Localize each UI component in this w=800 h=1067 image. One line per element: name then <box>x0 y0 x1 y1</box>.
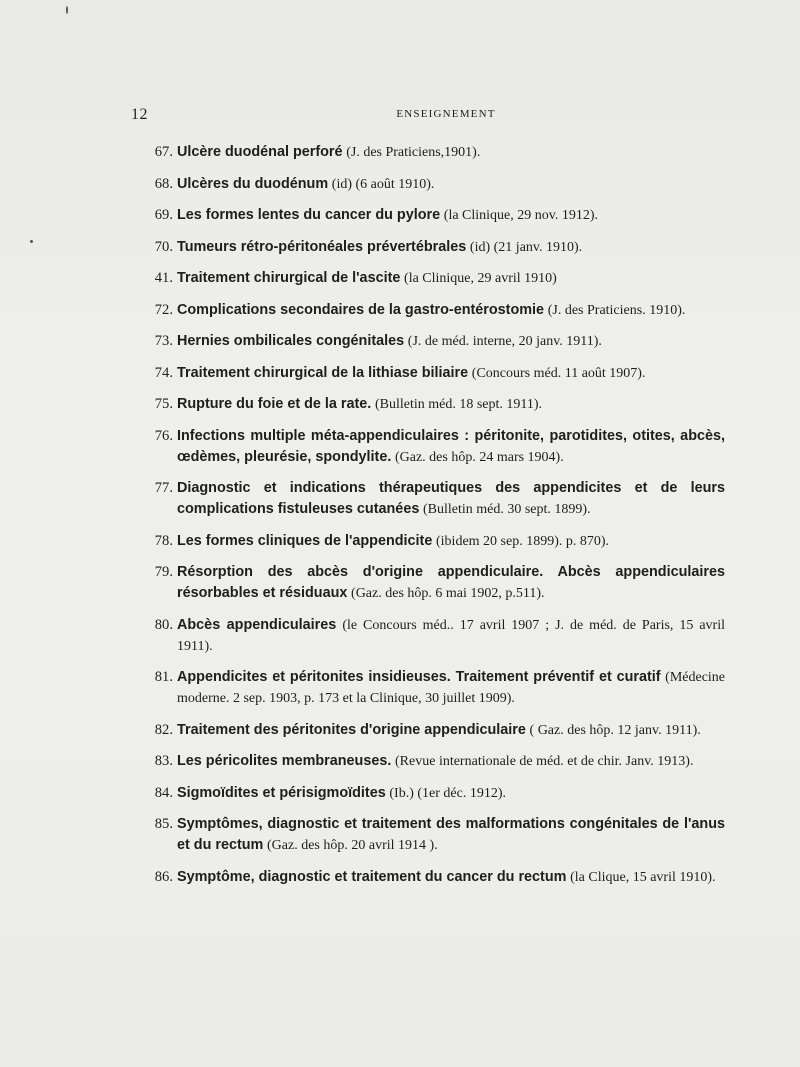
scan-speck <box>30 240 33 243</box>
entry-body <box>177 867 725 888</box>
running-head: ENSEIGNEMENT <box>396 108 496 120</box>
bibliography-list <box>131 142 725 898</box>
entry-title: Complications secondaires de la gastro-entérostomie <box>177 301 545 318</box>
entry-body <box>177 205 725 226</box>
entry-reference: (Ib.) (1er déc. 1912). <box>389 785 506 801</box>
list-item <box>131 237 725 258</box>
entry-body <box>177 268 725 289</box>
entry-body <box>177 331 725 352</box>
entry-number: 76. <box>154 427 173 444</box>
entry-number: 78. <box>154 532 173 549</box>
list-item <box>131 394 725 415</box>
entry-title: Symptômes, diagnostic et traitement des malformations congénitales de l'anus et du rectum <box>177 816 725 853</box>
entry-reference: (Gaz. des hôp. 24 mars 1904). <box>394 449 564 465</box>
entry-reference: (J. des Praticiens,1901). <box>346 145 481 160</box>
list-item <box>131 667 725 709</box>
entry-number: 77. <box>154 480 173 496</box>
entry-title: Traitement des péritonites d'origine appendiculaire <box>177 721 526 738</box>
list-item <box>131 814 725 856</box>
entry-body <box>177 174 725 195</box>
entry-body <box>177 363 725 384</box>
entry-number: 68. <box>154 175 173 192</box>
entry-body <box>177 531 725 552</box>
list-item <box>131 478 725 520</box>
list-item <box>131 174 725 195</box>
list-item <box>131 783 725 804</box>
entry-body <box>177 783 725 804</box>
entry-title: Ulcère duodénal perforé <box>177 144 343 160</box>
list-item <box>131 751 725 772</box>
list-item <box>131 300 725 321</box>
entry-title: Hernies ombilicales congénitales <box>177 333 405 349</box>
entry-reference: (ibidem 20 sep. 1899). p. 870). <box>436 533 610 549</box>
entry-reference: (Gaz. des hôp. 6 mai 1902, p.511). <box>351 586 545 601</box>
entry-title: Diagnostic et indications thérapeutiques des appendicites et de leurs complications fistuleuses cutanées <box>177 480 725 517</box>
page-number: 12 <box>131 106 148 123</box>
entry-reference: (J. de méd. interne, 20 janv. 1911). <box>407 334 602 349</box>
entry-title: Rupture du foie et de la rate. <box>177 396 372 412</box>
entry-reference: (Bulletin méd. 18 sept. 1911). <box>374 397 543 412</box>
entry-title: Symptôme, diagnostic et traitement du cancer du rectum <box>177 868 567 885</box>
entry-body <box>177 394 725 415</box>
entry-body <box>177 615 725 657</box>
entry-title: Les formes lentes du cancer du pylore <box>177 207 441 223</box>
entry-title: Résorption des abcès d'origine appendiculaire. Abcès appendiculaires résorbables et résiduaux <box>177 564 725 601</box>
list-item <box>131 562 725 604</box>
entry-reference: (Concours méd. 11 août 1907). <box>471 365 646 381</box>
list-item <box>131 615 725 657</box>
entry-number: 83. <box>154 753 173 769</box>
list-item <box>131 205 725 226</box>
list-item <box>131 363 725 384</box>
entry-title: Les formes cliniques de l'appendicite <box>177 532 433 549</box>
entry-reference: (id) (21 janv. 1910). <box>469 239 583 255</box>
list-item <box>131 142 725 163</box>
entry-number: 75. <box>154 396 173 412</box>
scan-speck <box>66 6 68 14</box>
entry-number: 73. <box>154 333 173 349</box>
entry-number: 69. <box>154 207 173 223</box>
entry-body <box>177 667 725 709</box>
entry-number: 79. <box>154 564 173 580</box>
entry-number: 84. <box>154 784 173 801</box>
entry-title: Les péricolites membraneuses. <box>177 753 392 769</box>
entry-reference: (id) (6 août 1910). <box>331 176 435 192</box>
entry-body <box>177 814 725 856</box>
entry-title: Infections multiple méta-appendiculaires : péritonite, parotidites, otites, abcès, œdèmes, pleurésie, spondylite. <box>177 427 725 465</box>
entry-reference: (le Concours méd.. 17 avril 1907 ; J. de méd. de Paris, 15 avril 1911). <box>177 617 725 654</box>
entry-title: Traitement chirurgical de la lithiase biliaire <box>177 364 469 381</box>
entry-number: 80. <box>154 616 173 633</box>
entry-reference: (Revue internationale de méd. et de chir. Janv. 1913). <box>395 754 694 769</box>
entry-body <box>177 720 725 741</box>
list-item <box>131 867 725 888</box>
entry-reference: (la Clinique, 29 nov. 1912). <box>443 208 599 223</box>
list-item <box>131 268 725 289</box>
entry-title: Ulcères du duodénum <box>177 175 329 192</box>
entry-reference: (Gaz. des hôp. 20 avril 1914 ). <box>267 838 438 853</box>
entry-number: 67. <box>154 144 173 160</box>
entry-title: Tumeurs rétro-péritonéales prévertébrales <box>177 238 467 255</box>
entry-title: Traitement chirurgical de l'ascite <box>177 270 401 286</box>
entry-number: 41. <box>154 270 173 286</box>
entry-number: 72. <box>154 301 173 318</box>
entry-body <box>177 237 725 258</box>
entry-body <box>177 300 725 321</box>
entry-reference: (Médecine moderne. 2 sep. 1903, p. 173 et la Clinique, 30 juillet 1909). <box>177 670 726 706</box>
entry-title: Abcès appendiculaires <box>177 616 337 633</box>
entry-body <box>177 142 725 163</box>
entry-number: 74. <box>154 364 173 381</box>
entry-body <box>177 562 725 604</box>
entry-body <box>177 478 725 520</box>
list-item <box>131 426 725 468</box>
entry-number: 81. <box>154 669 173 685</box>
list-item <box>131 531 725 552</box>
entry-reference: (la Clique, 15 avril 1910). <box>570 869 716 885</box>
entry-body <box>177 426 725 468</box>
entry-number: 85. <box>154 816 173 832</box>
entry-title: Sigmoïdites et périsigmoïdites <box>177 784 386 801</box>
entry-title: Appendicites et péritonites insidieuses. Traitement préventif et curatif <box>177 669 661 685</box>
entry-reference: (la Clinique, 29 avril 1910) <box>404 271 557 286</box>
entry-reference: ( Gaz. des hôp. 12 janv. 1911). <box>529 722 701 738</box>
list-item <box>131 331 725 352</box>
entry-body <box>177 751 725 772</box>
entry-number: 86. <box>154 868 173 885</box>
entry-reference: (J. des Praticiens. 1910). <box>547 302 686 318</box>
page-header <box>131 106 721 126</box>
entry-number: 82. <box>154 721 173 738</box>
entry-reference: (Bulletin méd. 30 sept. 1899). <box>422 502 591 517</box>
list-item <box>131 720 725 741</box>
entry-number: 70. <box>154 238 173 255</box>
